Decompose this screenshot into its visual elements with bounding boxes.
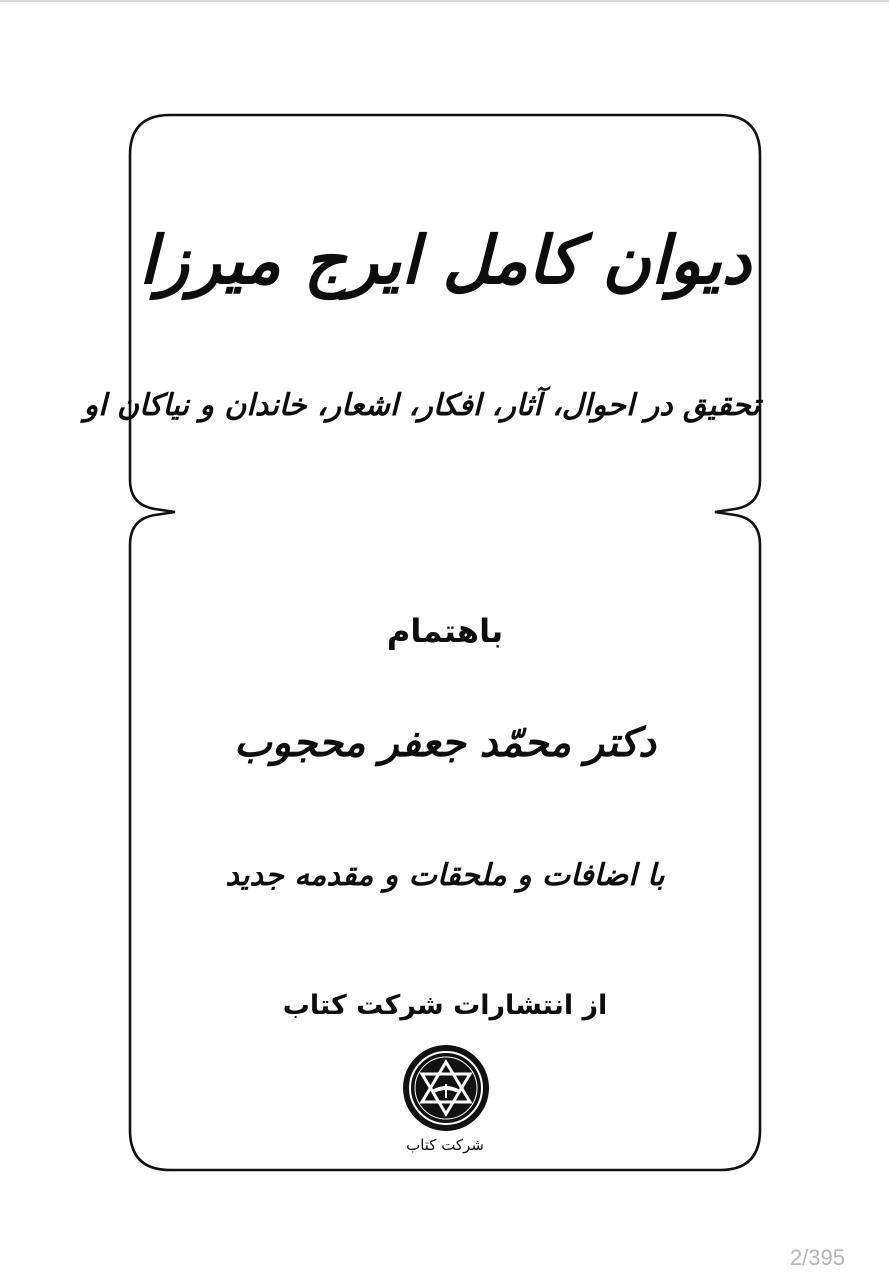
logo-caption: شرکت کتاب bbox=[406, 1136, 484, 1154]
book-title: دیوان کامل ایرج میرزا bbox=[138, 222, 752, 299]
book-subtitle: تحقیق در احوال، آثار، افکار، اشعار، خاندان و نیاکان او bbox=[83, 388, 760, 423]
author-name: دکتر محمّد جعفر محجوب bbox=[234, 720, 656, 766]
publisher-line: از انتشارات شرکت کتاب bbox=[282, 990, 608, 1021]
page-counter: 2/395 bbox=[789, 1245, 845, 1270]
supervision-label: باهتمام bbox=[386, 612, 504, 650]
additions-note: با اضافات و ملحقات و مقدمه جدید bbox=[225, 858, 665, 893]
publisher-emblem-icon bbox=[402, 1044, 490, 1132]
viewer-top-border bbox=[0, 0, 889, 2]
